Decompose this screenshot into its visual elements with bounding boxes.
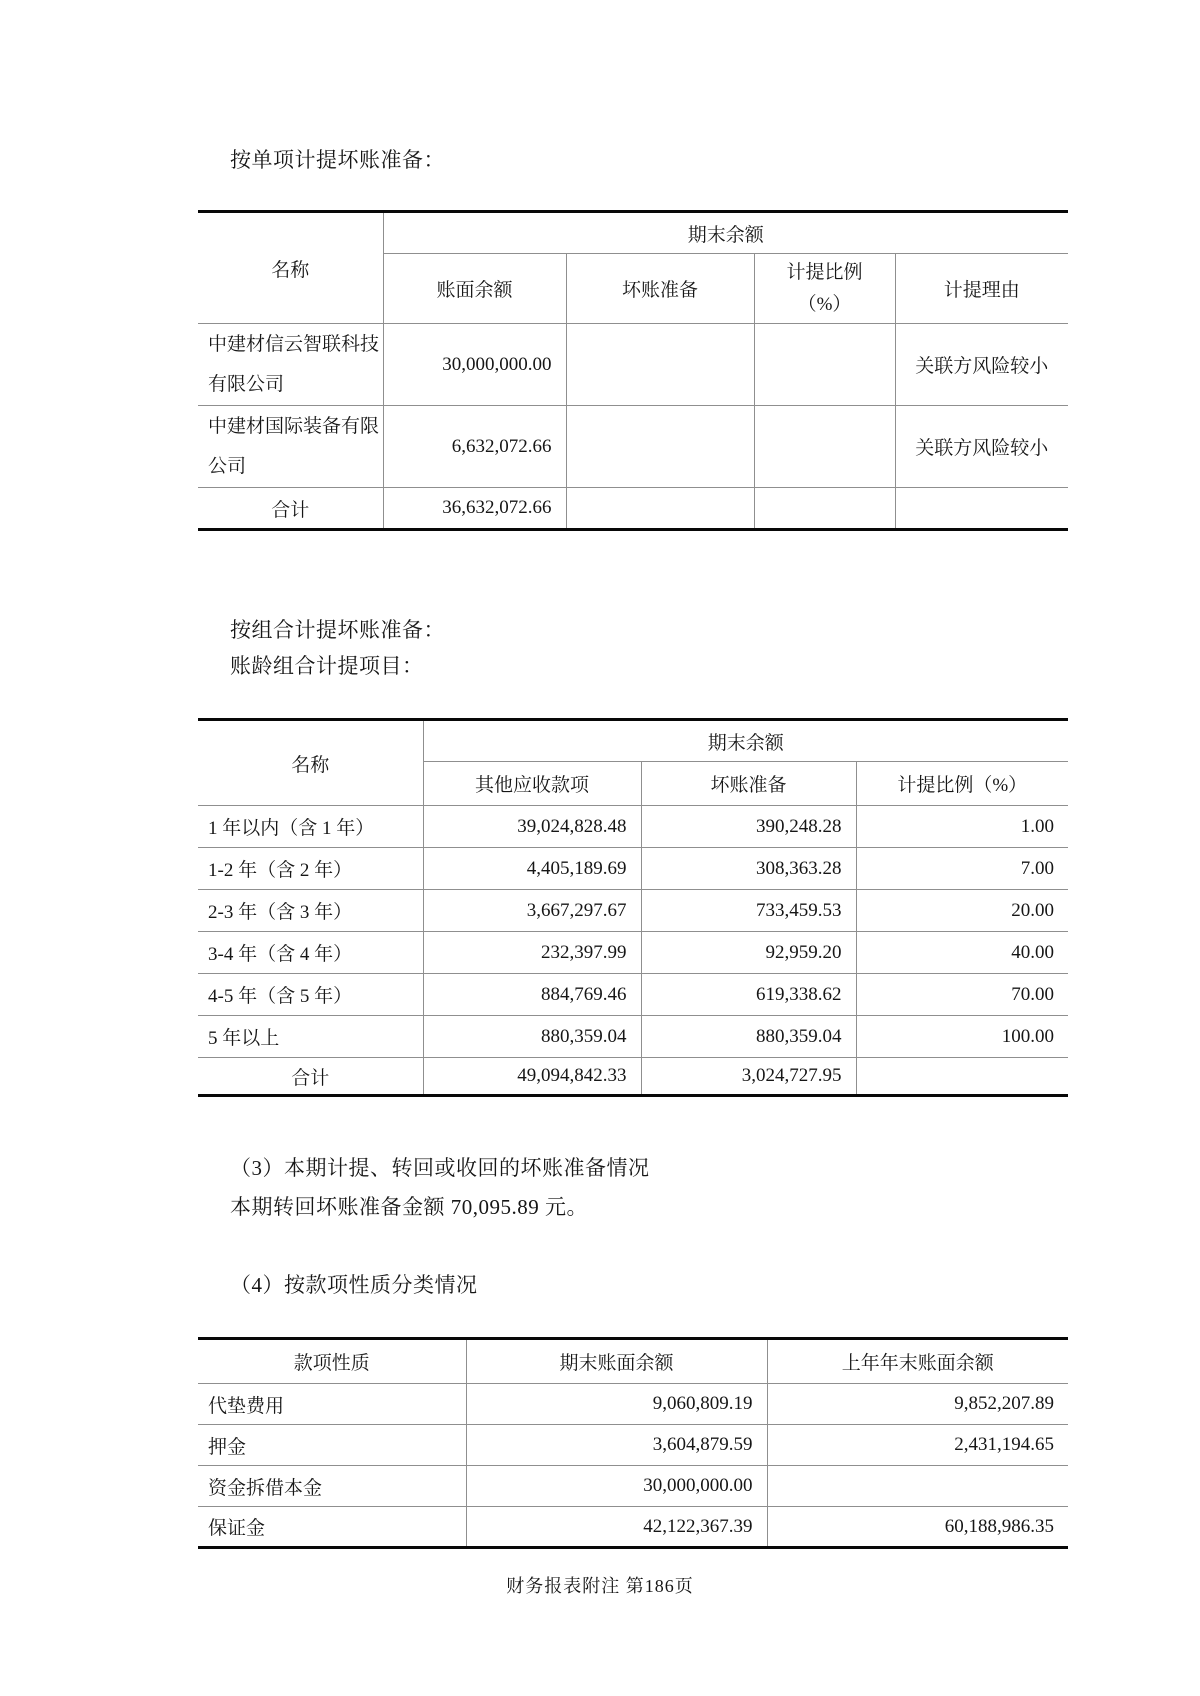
period-end-cell: 3,604,879.59 — [466, 1425, 767, 1466]
prior-year-end-cell: 60,188,986.35 — [767, 1507, 1068, 1548]
other-receivables-cell: 880,359.04 — [423, 1016, 641, 1058]
book-balance-cell: 6,632,072.66 — [383, 406, 566, 488]
total-ratio-cell — [856, 1058, 1068, 1096]
col-header-prior-year-end-book-balance: 上年年末账面余额 — [767, 1339, 1068, 1384]
bad-debt-provision-cell — [566, 406, 754, 488]
aging-label-cell: 1-2 年（含 2 年） — [208, 860, 353, 881]
payment-nature-table — [198, 1337, 1068, 1549]
bad-debt-provision-cell: 619,338.62 — [641, 974, 856, 1016]
prior-year-end-cell: 9,852,207.89 — [767, 1384, 1068, 1425]
table-row — [198, 1425, 1068, 1466]
table-row — [198, 848, 1068, 890]
aging-label-cell: 2-3 年（含 3 年） — [208, 902, 353, 923]
total-label-cell: 合计 — [291, 1067, 330, 1089]
total-ratio-cell — [754, 488, 895, 530]
col-header-period-end-balance: 期末余额 — [423, 720, 1068, 762]
table-row — [198, 974, 1068, 1016]
nature-label-cell: 资金拆借本金 — [208, 1477, 323, 1499]
page-footer: 财务报表附注 第186页 — [506, 1576, 694, 1596]
col-header-provision-reason: 计提理由 — [895, 254, 1068, 324]
prior-year-end-cell — [767, 1466, 1068, 1507]
company-name-cell: 中建材信云智联科技有限公司 — [208, 333, 380, 395]
period-end-cell: 42,122,367.39 — [466, 1507, 767, 1548]
col-header-provision-ratio — [754, 254, 895, 324]
individual-provision-table — [198, 210, 1068, 531]
bad-debt-provision-cell — [566, 324, 754, 406]
col-header-bad-debt-provision: 坏账准备 — [566, 254, 754, 324]
heading-portfolio-provision: 按组合计提坏账准备： — [230, 618, 445, 642]
total-row — [198, 1058, 1068, 1096]
col-header-name: 名称 — [271, 259, 310, 281]
total-book-balance-cell: 36,632,072.66 — [383, 488, 566, 530]
heading-section4: （4）按款项性质分类情况 — [230, 1273, 478, 1297]
provision-ratio-cell: 1.00 — [856, 806, 1068, 848]
table-row — [198, 1466, 1068, 1507]
other-receivables-cell: 39,024,828.48 — [423, 806, 641, 848]
table-row — [198, 324, 1068, 406]
total-bad-debt-cell — [566, 488, 754, 530]
nature-label-cell: 代垫费用 — [208, 1395, 285, 1417]
table-row — [198, 932, 1068, 974]
aging-provision-table — [198, 718, 1068, 1097]
table-row — [198, 1016, 1068, 1058]
total-row — [198, 488, 1068, 530]
col-header-period-end-book-balance: 期末账面余额 — [466, 1339, 767, 1384]
heading-aging-portfolio-items: 账龄组合计提项目： — [230, 654, 424, 678]
total-reason-cell — [895, 488, 1068, 530]
provision-ratio-cell: 20.00 — [856, 890, 1068, 932]
aging-label-cell: 4-5 年（含 5 年） — [208, 986, 353, 1007]
provision-ratio-cell: 40.00 — [856, 932, 1068, 974]
provision-ratio-cell — [754, 406, 895, 488]
bad-debt-provision-cell: 880,359.04 — [641, 1016, 856, 1058]
provision-ratio-cell: 7.00 — [856, 848, 1068, 890]
bad-debt-provision-cell: 308,363.28 — [641, 848, 856, 890]
book-balance-cell: 30,000,000.00 — [383, 324, 566, 406]
aging-label-cell: 1 年以内（含 1 年） — [208, 818, 375, 839]
company-name-cell: 中建材国际装备有限公司 — [208, 415, 380, 477]
other-receivables-cell: 232,397.99 — [423, 932, 641, 974]
heading-section3: （3）本期计提、转回或收回的坏账准备情况 — [230, 1156, 650, 1180]
table-row — [198, 890, 1068, 932]
total-bad-debt-cell: 3,024,727.95 — [641, 1058, 856, 1096]
period-end-cell: 30,000,000.00 — [466, 1466, 767, 1507]
other-receivables-cell: 3,667,297.67 — [423, 890, 641, 932]
nature-label-cell: 保证金 — [208, 1518, 266, 1539]
section3-body-text: 本期转回坏账准备金额 70,095.89 元。 — [230, 1195, 588, 1219]
provision-ratio-cell — [754, 324, 895, 406]
total-label-cell: 合计 — [271, 499, 310, 521]
col-header-other-receivables: 其他应收款项 — [423, 762, 641, 806]
table-row — [198, 1384, 1068, 1425]
total-other-receivables-cell: 49,094,842.33 — [423, 1058, 641, 1096]
table-row — [198, 1507, 1068, 1548]
col-header-name: 名称 — [291, 754, 330, 776]
prior-year-end-cell: 2,431,194.65 — [767, 1425, 1068, 1466]
col-header-payment-nature: 款项性质 — [293, 1353, 370, 1374]
bad-debt-provision-cell: 390,248.28 — [641, 806, 856, 848]
heading-individual-provision: 按单项计提坏账准备： — [230, 148, 445, 172]
provision-ratio-line2: （%） — [797, 293, 852, 315]
table-row — [198, 406, 1068, 488]
col-header-bad-debt-provision: 坏账准备 — [641, 762, 856, 806]
other-receivables-cell: 884,769.46 — [423, 974, 641, 1016]
col-header-book-balance: 账面余额 — [383, 254, 566, 324]
other-receivables-cell: 4,405,189.69 — [423, 848, 641, 890]
aging-label-cell: 5 年以上 — [208, 1028, 280, 1049]
table-row — [198, 806, 1068, 848]
provision-ratio-cell: 100.00 — [856, 1016, 1068, 1058]
provision-ratio-cell: 70.00 — [856, 974, 1068, 1016]
bad-debt-provision-cell: 92,959.20 — [641, 932, 856, 974]
bad-debt-provision-cell: 733,459.53 — [641, 890, 856, 932]
provision-reason-cell: 关联方风险较小 — [895, 324, 1068, 406]
col-header-provision-ratio: 计提比例（%） — [856, 762, 1068, 806]
period-end-cell: 9,060,809.19 — [466, 1384, 767, 1425]
col-header-period-end-balance: 期末余额 — [383, 212, 1068, 254]
provision-ratio-line1: 计提比例 — [786, 261, 863, 283]
aging-label-cell: 3-4 年（含 4 年） — [208, 944, 353, 965]
provision-reason-cell: 关联方风险较小 — [895, 406, 1068, 488]
nature-label-cell: 押金 — [208, 1436, 247, 1458]
